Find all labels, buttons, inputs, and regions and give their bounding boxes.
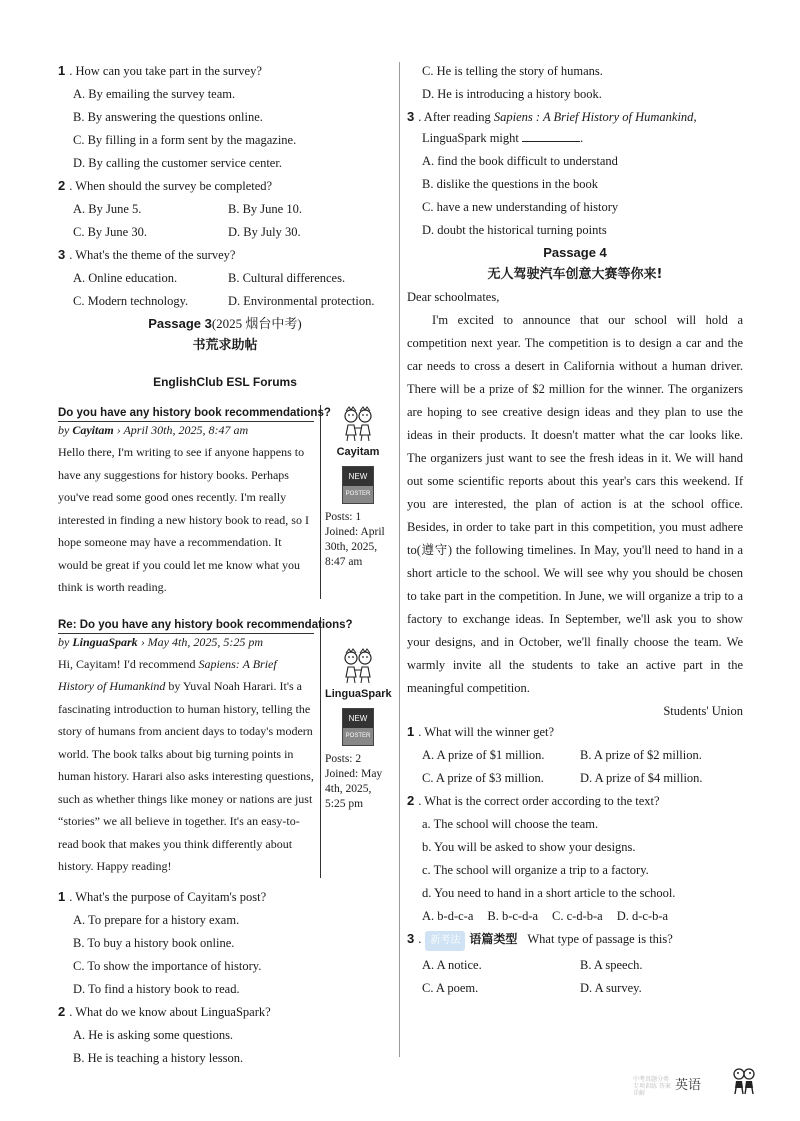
passage-4-question-1	[407, 723, 743, 741]
letter-body: I'm excited to announce that our school will hold a competition next year. The competition is to design a car and the car needs to cross a desert in California without a human driver. There will be a prize of $2 million for the winner. The organizers are hoping to see creative design ideas and they plan to use the ideas in their products. It doesn't matter what the car looks like. The organizers just want to see the fresh ideas in it. We will hand out some scientific reports about this year's cars this weekend. If you are interested, the plan of action is at the school office. Besides, in order to take part in this competition, you must adhere to(遵守) the following timelines. In May, you'll need to hand in a short article to the school. We will see why you should be chosen to take part in the competition. In June, we will organize a trip to a factory to exchange ideas. In September, we'll ask you to show your designs, and in October, we'll finally choose the team. We warmly invite all the students to take an active part in the meaningful competition.	[407, 313, 743, 695]
post-title: Re: Do you have any history book recommendations?	[58, 617, 314, 634]
option-d: D. A survey.	[580, 981, 642, 995]
join-date: Joined: May 4th, 2025, 5:25 pm	[325, 767, 383, 810]
post-by: by	[58, 423, 70, 437]
option-d: D. A prize of $4 million.	[580, 771, 703, 785]
passage-3-title	[58, 315, 392, 333]
forum-name: EnglishClub ESL Forums	[153, 375, 297, 389]
order-options	[422, 907, 743, 925]
question-text: . What will the winner get?	[418, 725, 555, 739]
option-b: B. dislike the questions in the book	[422, 177, 599, 191]
book-title: Sapiens: A Brief History of Humankind	[58, 656, 277, 693]
post-body	[58, 653, 314, 878]
option-a: A. To prepare for a history exam.	[73, 912, 240, 927]
mascot-logo-icon	[729, 1066, 759, 1096]
passage-3-question-3	[407, 108, 743, 126]
forum-post-2	[58, 617, 392, 878]
subject-label: 英语	[675, 1078, 702, 1093]
event-item-b: b. You will be asked to show your designs.	[422, 840, 636, 854]
event-item-a: a. The school will choose the team.	[422, 817, 599, 831]
new-format-tag: 新考法	[425, 931, 465, 951]
question-number: 3	[58, 247, 66, 262]
question-3	[58, 246, 392, 264]
question-number: 2	[58, 178, 66, 193]
column-divider	[399, 62, 400, 1057]
question-text: . When should the survey be completed?	[69, 179, 273, 193]
question-text: . What is the correct order according to the text?	[418, 794, 660, 808]
option-d: D. doubt the historical turning points	[422, 223, 607, 237]
badge-top: NEW	[343, 709, 373, 728]
options-grid	[422, 746, 743, 792]
option-b: B. A speech.	[580, 958, 643, 972]
new-poster-badge	[342, 708, 374, 746]
question-number: 2	[407, 793, 415, 808]
question-text: . How can you take part in the survey?	[69, 64, 262, 78]
question-text: . What do we know about LinguaSpark?	[69, 1004, 271, 1019]
event-item-d: d. You need to hand in a short article to the school.	[422, 886, 676, 900]
option-d: D. He is introducing a history book.	[422, 87, 602, 101]
option-b: B. b-c-d-a	[487, 909, 539, 923]
post-content	[58, 405, 331, 599]
option-c: C. A prize of $3 million.	[422, 771, 544, 785]
option-a: A. By June 5.	[73, 202, 142, 216]
option-b: B. To buy a history book online.	[73, 935, 235, 950]
letter-signature: Students' Union	[663, 704, 743, 718]
passage-3-question-1	[58, 888, 392, 906]
option-b: B. Cultural differences.	[228, 271, 346, 285]
option-c: C. By filling in a form sent by the magazine.	[73, 133, 297, 147]
option-c: C. By June 30.	[73, 225, 147, 239]
post-date: › April 30th, 2025, 8:47 am	[116, 423, 249, 437]
page-footer	[633, 1072, 763, 1097]
cartoon-kids-avatar-icon	[338, 647, 378, 685]
option-c: C. To show the importance of history.	[73, 958, 262, 973]
post-date: › May 4th, 2025, 5:25 pm	[140, 634, 264, 649]
cartoon-kids-avatar-icon	[338, 405, 378, 443]
option-c: C. A poem.	[422, 981, 479, 995]
question-number: 2	[58, 1003, 66, 1019]
question-text: . What's the purpose of Cayitam's post?	[69, 889, 267, 904]
footer-series-text: 中考真题分类 专项训练 答案详解	[633, 1076, 671, 1097]
question-text: . What's the theme of the survey?	[69, 248, 236, 262]
right-column	[407, 62, 743, 1002]
options-grid	[73, 269, 392, 315]
question-number: 1	[58, 888, 66, 904]
option-c: C. c-d-b-a	[552, 909, 603, 923]
question-text	[418, 108, 696, 126]
option-a: A. A notice.	[422, 958, 482, 972]
question-text-line-2: LinguaSpark might .	[422, 131, 584, 145]
option-c: C. have a new understanding of history	[422, 200, 619, 214]
post-body: Hello there, I'm writing to see if anyone happens to have any suggestions for history books. Perhaps you've read some good ones recently. I'm really interested in finding a new history book to read, so I hope someone may have a recommendation. It would be great if you could let me know what you think is worth reading.	[58, 445, 309, 594]
passage-3-subtitle: 书荒求助帖	[192, 338, 258, 353]
badge-top: NEW	[343, 467, 373, 486]
post-by: by	[58, 634, 70, 649]
option-a: A. By emailing the survey team.	[73, 87, 236, 101]
question-number: 1	[407, 724, 415, 739]
new-poster-badge	[342, 466, 374, 504]
option-b: B. By answering the questions online.	[73, 110, 263, 124]
passage-4-subtitle: 无人驾驶汽车创意大赛等你来!	[487, 267, 663, 282]
badge-bottom: POSTER	[343, 486, 373, 503]
passage-4-question-3: 3 . 新考法 语篇类型 What type of passage is this?	[407, 930, 743, 951]
post-user-panel	[321, 617, 391, 878]
question-text-part: . After reading	[418, 110, 494, 124]
option-d: D. Environmental protection.	[228, 294, 375, 308]
question-text: What type of passage is this?	[527, 932, 673, 946]
option-b: B. A prize of $2 million.	[580, 748, 702, 762]
option-a: A. find the book difficult to understand	[422, 154, 618, 168]
option-a: A. b-d-c-a	[422, 909, 474, 923]
post-author: LinguaSpark	[72, 634, 138, 649]
post-body-text: by Yuval Noah Harari. It's a fascinating introduction to human history, telling the story of humans from ancient days to today's modern world. The book talks about big turning points in human history. Harari also asks interesting questions, such as whether things like money or nations are just “stories” we all believe in together. It's an easy-to-read book that makes you think differently about history. Happy reading!	[58, 679, 314, 873]
join-date: Joined: April 30th, 2025, 8:47 am	[325, 526, 385, 568]
passage-title-text: Passage 3	[148, 316, 212, 331]
letter-salutation: Dear schoolmates,	[407, 290, 500, 304]
option-d: D. By calling the customer service center.	[73, 156, 282, 170]
post-meta	[58, 634, 314, 651]
question-1	[58, 62, 392, 80]
option-b: B. By June 10.	[228, 202, 302, 216]
user-name: LinguaSpark	[325, 687, 392, 700]
post-user-panel	[321, 405, 391, 599]
question-number: 1	[58, 63, 66, 78]
option-c: C. Modern technology.	[73, 294, 189, 308]
passage-4-title: Passage 4	[543, 245, 607, 260]
forum-post-1	[58, 405, 392, 599]
option-a: A. He is asking some questions.	[73, 1027, 234, 1042]
post-title: Do you have any history book recommendations?	[58, 405, 314, 422]
post-meta	[58, 422, 314, 439]
answer-blank	[522, 129, 580, 142]
passage-source-note: (2025 烟台中考)	[211, 316, 302, 331]
left-column	[58, 62, 392, 1072]
option-d: D. To find a history book to read.	[73, 981, 240, 996]
event-item-c: c. The school will organize a trip to a factory.	[422, 863, 649, 877]
user-name: Cayitam	[336, 446, 380, 458]
post-author: Cayitam	[72, 423, 114, 437]
option-a: A. Online education.	[73, 271, 178, 285]
question-text-part: ,	[693, 110, 697, 124]
question-text-part: LinguaSpark might	[422, 131, 519, 145]
option-b: B. He is teaching a history lesson.	[73, 1050, 244, 1065]
option-d: D. d-c-b-a	[616, 909, 669, 923]
question-2	[58, 177, 392, 195]
passage-4-question-2	[407, 792, 743, 810]
options-grid	[422, 956, 743, 1002]
passage-3-question-2	[58, 1003, 392, 1021]
badge-bottom: POSTER	[343, 728, 373, 745]
book-title: Sapiens : A Brief History of Humankind	[493, 110, 694, 124]
option-c: C. He is telling the story of humans.	[422, 64, 603, 78]
option-d: D. By July 30.	[228, 225, 301, 239]
question-number: 3	[407, 109, 415, 124]
post-body-text: Hi, Cayitam! I'd recommend	[58, 656, 199, 671]
options-grid	[73, 200, 392, 246]
post-count: Posts: 1	[325, 511, 362, 523]
option-a: A. A prize of $1 million.	[422, 748, 545, 762]
question-number: 3	[407, 931, 415, 946]
post-count: Posts: 2	[325, 752, 362, 765]
question-type-label: 语篇类型	[469, 932, 518, 946]
